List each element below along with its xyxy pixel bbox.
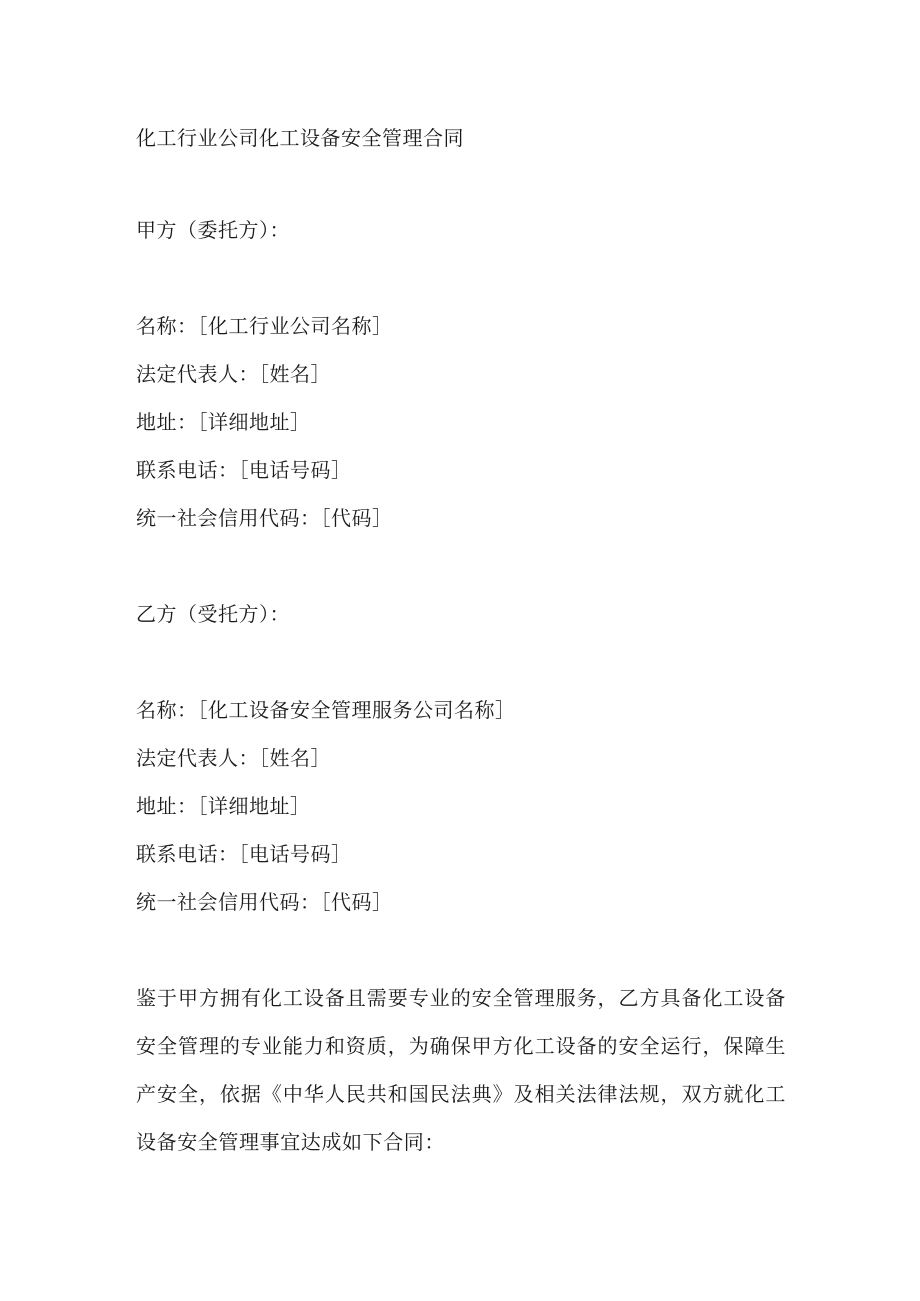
party-a-address: 地址：［详细地址］: [136, 410, 311, 434]
party-b-credit-code: 统一社会信用代码：［代码］: [136, 890, 393, 914]
party-b-phone: 联系电话：［电话号码］: [136, 842, 352, 866]
document-title: 化工行业公司化工设备安全管理合同: [136, 126, 464, 150]
party-b-heading: 乙方（受托方）：: [136, 602, 290, 626]
party-a-credit-code: 统一社会信用代码：［代码］: [136, 506, 393, 530]
party-b-name: 名称：［化工设备安全管理服务公司名称］: [136, 698, 516, 722]
party-b-address: 地址：［详细地址］: [136, 794, 311, 818]
party-a-legal-rep: 法定代表人：［姓名］: [136, 362, 331, 386]
preamble-paragraph: 鉴于甲方拥有化工设备且需要专业的安全管理服务，乙方具备化工设备安全管理的专业能力和资质，为确保甲方化工设备的安全运行，保障生产安全，依据《中华人民共和国民法典》及相关法律法规，双方就化工设备安全管理事宜达成如下合同：: [136, 986, 786, 1154]
party-a-heading: 甲方（委托方）：: [136, 218, 290, 242]
party-a-phone: 联系电话：［电话号码］: [136, 458, 352, 482]
party-b-legal-rep: 法定代表人：［姓名］: [136, 746, 331, 770]
party-a-name: 名称：［化工行业公司名称］: [136, 314, 393, 338]
